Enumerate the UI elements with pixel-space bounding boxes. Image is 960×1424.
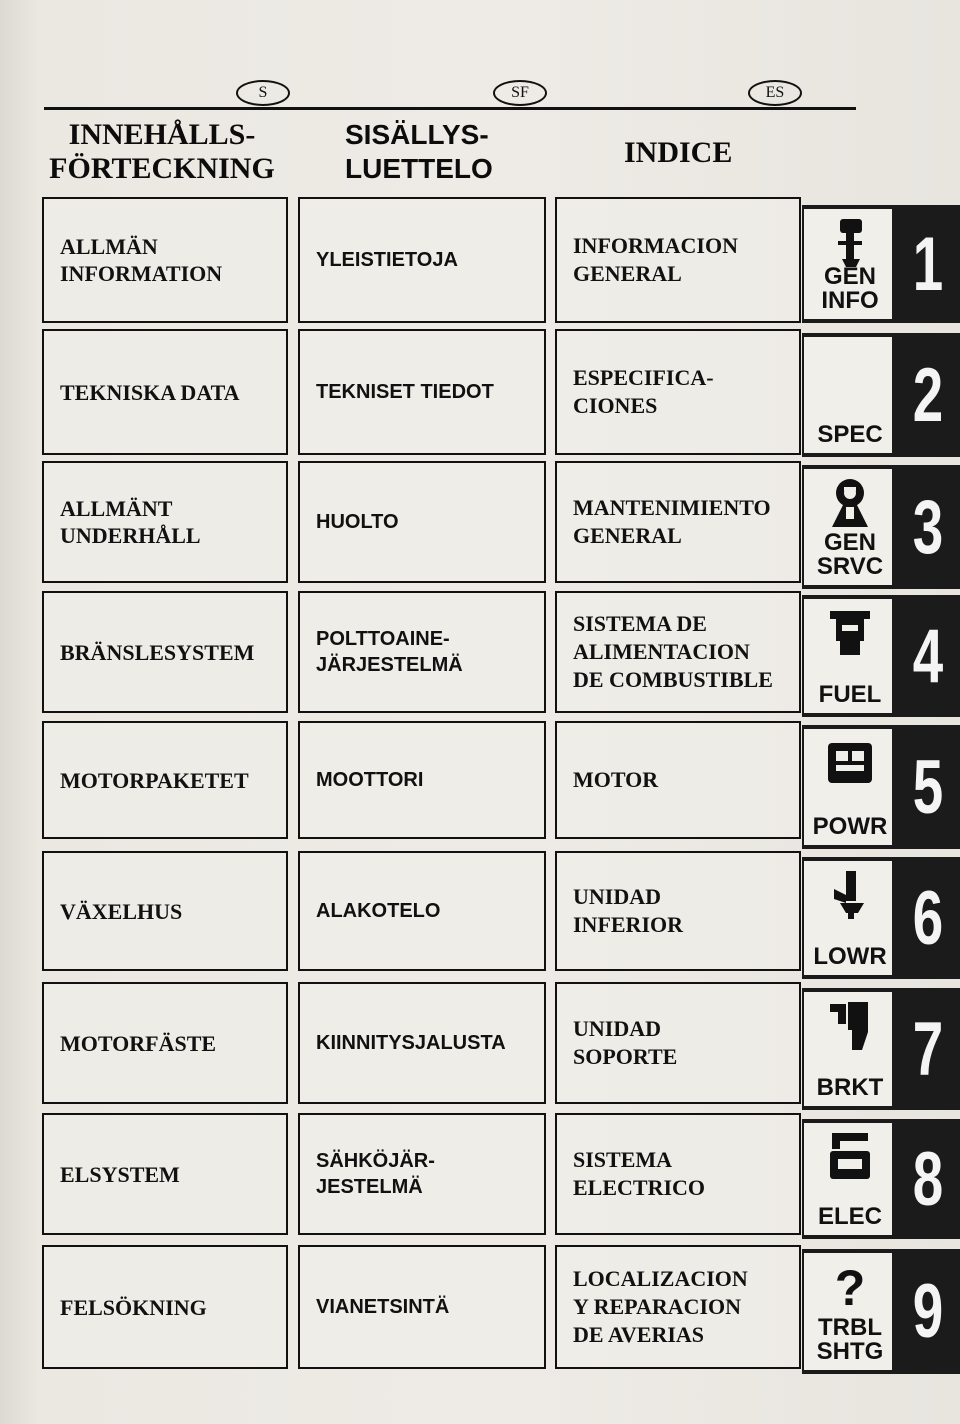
chapter-title-swedish: MOTORPAKETET	[60, 767, 249, 793]
chapter-code: GEN INFO	[821, 263, 879, 314]
chapter-title-finnish: HUOLTO	[316, 511, 399, 533]
outboard-motor-icon	[826, 217, 874, 269]
chapter-8-finnish-box[interactable]	[298, 1113, 546, 1235]
chapter-tab-label-panel	[802, 597, 894, 715]
chapter-1-finnish-box[interactable]	[298, 197, 546, 323]
chapter-2-finnish-box[interactable]	[298, 329, 546, 455]
carburetor-icon	[826, 607, 874, 659]
chapter-title-spanish: UNIDAD INFERIOR	[573, 884, 684, 937]
chapter-title-finnish: ALAKOTELO	[316, 900, 441, 922]
chapter-title-finnish: MOOTTORI	[316, 769, 424, 791]
chapter-9-spanish-box[interactable]	[555, 1245, 801, 1369]
chapter-number: 5	[912, 744, 944, 830]
chapter-title-finnish: TEKNISET TIEDOT	[316, 381, 494, 403]
chapter-code: SPEC	[817, 421, 883, 448]
chapter-title-spanish: SISTEMA DE ALIMENTACION DE COMBUSTIBLE	[573, 611, 773, 692]
chapter-6-swedish-box[interactable]	[42, 851, 288, 971]
language-badge-s: S	[236, 80, 290, 106]
finnish-column-header: SISÄLLYS- LUETTELO	[345, 119, 493, 184]
chapter-9-finnish-box[interactable]	[298, 1245, 546, 1369]
chapter-tab-label-panel	[802, 990, 894, 1108]
chapter-1-tab[interactable]	[802, 205, 960, 323]
chapter-3-tab[interactable]	[802, 465, 960, 589]
chapter-code: FUEL	[818, 681, 882, 708]
chapter-title-swedish: VÄXELHUS	[60, 898, 183, 924]
chapter-title-spanish: SISTEMA ELECTRICO	[573, 1147, 706, 1200]
chapter-4-swedish-box[interactable]	[42, 591, 288, 713]
chapter-6-finnish-box[interactable]	[298, 851, 546, 971]
chapter-title-finnish: SÄHKÖJÄR- JESTELMÄ	[316, 1150, 435, 1198]
chapter-title-swedish: ALLMÄNT UNDERHÅLL	[60, 496, 201, 548]
header-rule	[44, 107, 856, 110]
chapter-4-finnish-box[interactable]	[298, 591, 546, 713]
chapter-1-swedish-box[interactable]	[42, 197, 288, 323]
chapter-5-spanish-box[interactable]	[555, 721, 801, 839]
chapter-tab-label-panel	[802, 335, 894, 455]
language-badge-sf: SF	[493, 80, 547, 106]
chapter-number: 3	[912, 484, 944, 570]
chapter-tab-label-panel	[802, 859, 894, 977]
chapter-3-finnish-box[interactable]	[298, 461, 546, 583]
chapter-3-swedish-box[interactable]	[42, 461, 288, 583]
chapter-8-spanish-box[interactable]	[555, 1113, 801, 1235]
chapter-title-spanish: ESPECIFICA- CIONES	[573, 365, 714, 418]
language-badge-es: ES	[748, 80, 802, 106]
chapter-number: 2	[912, 352, 944, 438]
chapter-1-spanish-box[interactable]	[555, 197, 801, 323]
chapter-title-finnish: YLEISTIETOJA	[316, 249, 458, 271]
chapter-number: 8	[912, 1136, 944, 1222]
chapter-tab-label-panel	[802, 1121, 894, 1237]
chapter-8-tab[interactable]	[802, 1119, 960, 1239]
chapter-7-swedish-box[interactable]	[42, 982, 288, 1104]
chapter-code: GEN SRVC	[816, 529, 884, 580]
spanish-column-header: INDICE	[624, 136, 733, 169]
chapter-6-tab[interactable]	[802, 857, 960, 979]
chapter-title-swedish: BRÄNSLESYSTEM	[60, 639, 255, 665]
chapter-number: 9	[912, 1269, 944, 1354]
chapter-title-spanish: UNIDAD SOPORTE	[573, 1016, 678, 1069]
chapter-title-finnish: KIINNITYSJALUSTA	[316, 1032, 506, 1054]
chapter-tab-label-panel	[802, 1251, 894, 1372]
swedish-column-header: INNEHÅLLS- FÖRTECKNING	[49, 118, 275, 185]
chapter-title-swedish: MOTORFÄSTE	[60, 1030, 217, 1056]
lower-unit-icon	[826, 869, 874, 921]
svg-text:?: ?	[834, 1261, 866, 1313]
question-mark-icon	[826, 1261, 874, 1313]
chapter-tab-label-panel	[802, 207, 894, 321]
chapter-number: 1	[912, 221, 944, 307]
chapter-5-finnish-box[interactable]	[298, 721, 546, 839]
chapter-2-swedish-box[interactable]	[42, 329, 288, 455]
wrench-icon	[826, 477, 874, 529]
chapter-6-spanish-box[interactable]	[555, 851, 801, 971]
chapter-tab-label-panel	[802, 467, 894, 587]
chapter-title-swedish: TEKNISKA DATA	[60, 379, 240, 405]
battery-icon	[826, 1131, 874, 1183]
chapter-number: 7	[912, 1006, 944, 1092]
chapter-2-spanish-box[interactable]	[555, 329, 801, 455]
chapter-title-finnish: VIANETSINTÄ	[316, 1296, 450, 1318]
chapter-code: ELEC	[817, 1203, 882, 1230]
chapter-9-tab[interactable]	[802, 1249, 960, 1374]
chapter-title-spanish: MANTENIMIENTO GENERAL	[573, 495, 771, 548]
chapter-8-swedish-box[interactable]	[42, 1113, 288, 1235]
chapter-5-tab[interactable]	[802, 725, 960, 849]
chapter-title-finnish: POLTTOAINE- JÄRJESTELMÄ	[316, 628, 463, 676]
chapter-7-tab[interactable]	[802, 988, 960, 1110]
chapter-4-tab[interactable]	[802, 595, 960, 717]
chapter-5-swedish-box[interactable]	[42, 721, 288, 839]
chapter-title-swedish: FELSÖKNING	[60, 1294, 207, 1320]
chapter-3-spanish-box[interactable]	[555, 461, 801, 583]
chapter-9-swedish-box[interactable]	[42, 1245, 288, 1369]
chapter-title-swedish: ALLMÄN INFORMATION	[60, 234, 223, 286]
chapter-7-spanish-box[interactable]	[555, 982, 801, 1104]
chapter-title-swedish: ELSYSTEM	[60, 1161, 180, 1187]
chapter-number: 4	[912, 613, 944, 699]
chapter-number: 6	[912, 875, 944, 961]
bracket-icon	[826, 1000, 874, 1052]
chapter-code: LOWR	[813, 943, 887, 970]
chapter-code: TRBL SHTG	[816, 1314, 884, 1365]
chapter-7-finnish-box[interactable]	[298, 982, 546, 1104]
engine-icon	[826, 737, 874, 789]
chapter-title-spanish: LOCALIZACION Y REPARACION DE AVERIAS	[573, 1266, 748, 1347]
chapter-code: BRKT	[816, 1074, 884, 1101]
chapter-4-spanish-box[interactable]	[555, 591, 801, 713]
chapter-2-tab[interactable]	[802, 333, 960, 457]
chapter-title-spanish: INFORMACION GENERAL	[573, 233, 738, 286]
chapter-title-spanish: MOTOR	[573, 767, 659, 792]
chapter-code: POWR	[812, 813, 888, 840]
chapter-tab-label-panel	[802, 727, 894, 847]
